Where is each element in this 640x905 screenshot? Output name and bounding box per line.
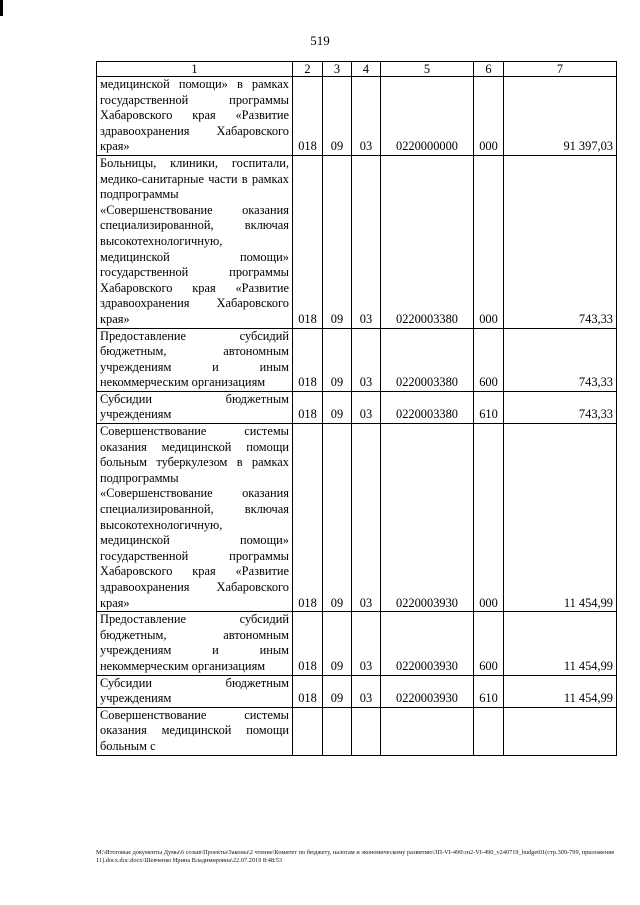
expense-type-code [474,707,504,755]
subsection-code [352,707,381,755]
amount: 91 397,03 [504,77,617,156]
target-article-code: 0220000000 [381,77,474,156]
target-article-code: 0220003380 [381,391,474,423]
subsection-code: 03 [352,155,381,328]
subsection-code: 03 [352,424,381,612]
table-row [97,328,617,391]
row-name: медицинской помощи» в рамках государственной программы Хабаровского края «Развитие здравоохранения Хабаровского края» [97,77,293,156]
column-header: 1 [97,62,293,77]
row-name: Совершенствование системы оказания медицинской помощи больным туберкулезом в рамках подпрограммы «Совершенствование оказания специализированной, включая высокотехнологичную, медицинской помощи» государственной программы Хабаровского края «Развитие здравоохранения Хабаровского края» [97,424,293,612]
row-name: Совершенствование системы оказания медицинской помощи больным с [97,707,293,755]
amount: 743,33 [504,155,617,328]
target-article-code: 0220003930 [381,612,474,675]
amount: 11 454,99 [504,424,617,612]
target-article-code [381,707,474,755]
ministry-code: 018 [293,155,323,328]
table-row [97,424,617,612]
target-article-code: 0220003380 [381,328,474,391]
amount: 11 454,99 [504,612,617,675]
amount: 11 454,99 [504,675,617,707]
row-name: Предоставление субсидий бюджетным, автономным учреждениям и иным некоммерческим организациям [97,612,293,675]
column-header: 5 [381,62,474,77]
ministry-code: 018 [293,77,323,156]
expense-type-code: 610 [474,675,504,707]
row-name: Субсидии бюджетным учреждениям [97,391,293,423]
section-code: 09 [323,391,352,423]
subsection-code: 03 [352,328,381,391]
table-row [97,391,617,423]
section-code: 09 [323,77,352,156]
row-name: Субсидии бюджетным учреждениям [97,675,293,707]
document-footer-path: М:\Итоговые документы Думы\6 созыв\Проекты\Законы\2 чтение\Комитет по бюджету, налогам и экономическому развитию\ЗП-VI-490\зп2-VI-490_v240719_budget01(стр.309-799, приложение 11).docx.doc.docx\Шевченко Ирина Владимировна\22.07.2019 8:48:53 [96,849,615,864]
page-number: 519 [310,33,330,48]
column-header: 7 [504,62,617,77]
budget-table [96,61,617,756]
ministry-code: 018 [293,424,323,612]
column-header: 4 [352,62,381,77]
column-header: 3 [323,62,352,77]
table-row [97,77,617,156]
column-header: 2 [293,62,323,77]
target-article-code: 0220003380 [381,155,474,328]
ministry-code: 018 [293,612,323,675]
ministry-code: 018 [293,328,323,391]
ministry-code: 018 [293,391,323,423]
target-article-code: 0220003930 [381,424,474,612]
amount: 743,33 [504,391,617,423]
expense-type-code: 600 [474,612,504,675]
subsection-code: 03 [352,77,381,156]
table-row [97,155,617,328]
target-article-code: 0220003930 [381,675,474,707]
row-name: Предоставление субсидий бюджетным, автономным учреждениям и иным некоммерческим организациям [97,328,293,391]
table-row [97,707,617,755]
column-header: 6 [474,62,504,77]
page-edge-mark [0,0,3,16]
expense-type-code: 000 [474,424,504,612]
section-code: 09 [323,675,352,707]
amount [504,707,617,755]
expense-type-code: 600 [474,328,504,391]
table-row [97,612,617,675]
section-code: 09 [323,612,352,675]
table-row [97,675,617,707]
amount: 743,33 [504,328,617,391]
row-name: Больницы, клиники, госпитали, медико-санитарные части в рамках подпрограммы «Совершенствование оказания специализированной, включая высокотехнологичную, медицинской помощи» государственной программы Хабаровского края «Развитие здравоохранения Хабаровского края» [97,155,293,328]
section-code [323,707,352,755]
ministry-code: 018 [293,675,323,707]
expense-type-code: 000 [474,77,504,156]
section-code: 09 [323,424,352,612]
ministry-code [293,707,323,755]
expense-type-code: 000 [474,155,504,328]
subsection-code: 03 [352,391,381,423]
subsection-code: 03 [352,675,381,707]
table-header-row [97,62,617,77]
subsection-code: 03 [352,612,381,675]
expense-type-code: 610 [474,391,504,423]
section-code: 09 [323,328,352,391]
section-code: 09 [323,155,352,328]
